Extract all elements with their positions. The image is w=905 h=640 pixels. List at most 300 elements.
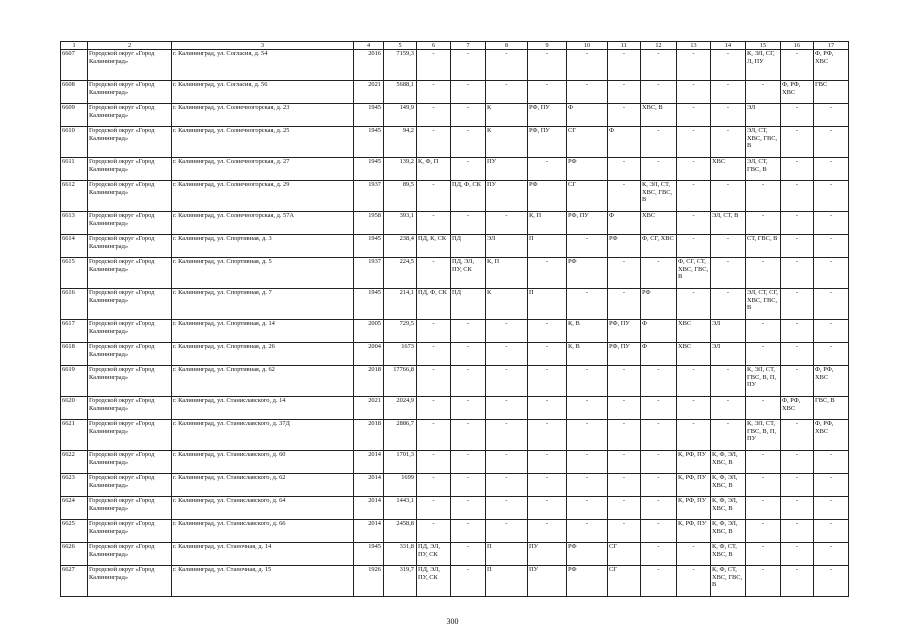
table-cell: г. Калининград, ул. Солнечногорская, д. 25: [172, 127, 354, 158]
table-cell: -: [814, 212, 849, 235]
table-row: [61, 81, 849, 104]
table-cell: 1926: [354, 566, 384, 597]
table-cell: -: [417, 420, 451, 451]
table-row: [61, 420, 849, 451]
table-cell: -: [417, 520, 451, 543]
table-cell: -: [567, 366, 608, 397]
table-cell: -: [486, 420, 528, 451]
table-cell: 1945: [354, 104, 384, 127]
table-cell: Городской округ «Город Калининград»: [88, 289, 172, 320]
table-cell: 6613: [61, 212, 88, 235]
column-number: 11: [608, 42, 641, 50]
table-cell: 2014: [354, 520, 384, 543]
table-cell: -: [567, 289, 608, 320]
table-cell: 6625: [61, 520, 88, 543]
table-cell: Городской округ «Город Калининград»: [88, 566, 172, 597]
table-cell: -: [746, 474, 781, 497]
table-cell: 214,1: [384, 289, 417, 320]
table-cell: РФ, ПУ: [608, 343, 641, 366]
table-cell: 1701,3: [384, 451, 417, 474]
table-cell: ЭЛ, СТ, СГ, ХВС, ГВС, В: [746, 289, 781, 320]
table-cell: ПД, ЭЛ, ПУ, СК: [451, 258, 486, 289]
table-cell: -: [641, 543, 677, 566]
column-number: 13: [677, 42, 711, 50]
table-cell: -: [608, 497, 641, 520]
table-cell: К, Ф, ЭЛ, ХВС, В: [711, 520, 746, 543]
table-cell: РФ: [641, 289, 677, 320]
table-cell: -: [486, 520, 528, 543]
table-cell: -: [781, 127, 814, 158]
table-cell: ПД: [451, 289, 486, 320]
table-cell: -: [567, 420, 608, 451]
table-row: [61, 289, 849, 320]
table-cell: -: [528, 451, 567, 474]
table-cell: 2014: [354, 474, 384, 497]
table-cell: -: [641, 420, 677, 451]
table-cell: -: [417, 181, 451, 212]
table-cell: Ф, СГ, СТ, ХВС, ГВС, В: [677, 258, 711, 289]
table-cell: Ф: [641, 343, 677, 366]
table-cell: СГ: [567, 181, 608, 212]
table-cell: Городской округ «Город Калининград»: [88, 235, 172, 258]
column-number: 15: [746, 42, 781, 50]
table-cell: К, Ф, СТ, ХВС, В: [711, 543, 746, 566]
table-cell: 6624: [61, 497, 88, 520]
column-number: 1: [61, 42, 88, 50]
table-cell: -: [417, 366, 451, 397]
table-cell: -: [608, 104, 641, 127]
table-cell: 6607: [61, 50, 88, 81]
table-cell: -: [567, 474, 608, 497]
table-cell: Городской округ «Город Калининград»: [88, 520, 172, 543]
table-cell: ЭЛ: [746, 104, 781, 127]
table-cell: -: [417, 212, 451, 235]
table-cell: РФ: [567, 258, 608, 289]
table-cell: г. Калининград, ул. Спортивная, д. 26: [172, 343, 354, 366]
table-cell: 331,8: [384, 543, 417, 566]
table-cell: 1945: [354, 235, 384, 258]
table-cell: -: [641, 497, 677, 520]
table-cell: -: [781, 497, 814, 520]
table-cell: -: [746, 320, 781, 343]
table-cell: -: [711, 181, 746, 212]
table-cell: -: [677, 158, 711, 181]
table-cell: 149,9: [384, 104, 417, 127]
table-cell: П: [528, 235, 567, 258]
table-cell: -: [781, 258, 814, 289]
column-number-row: [61, 42, 849, 50]
table-cell: К, ЭЛ, СТ, ГВС, В, П, ПУ: [746, 420, 781, 451]
table-cell: -: [451, 397, 486, 420]
table-cell: К, ЭЛ, СТ, ГВС, В, П, ПУ: [746, 366, 781, 397]
table-cell: Городской округ «Город Калининград»: [88, 451, 172, 474]
table-cell: Городской округ «Город Калининград»: [88, 343, 172, 366]
table-cell: 1673: [384, 343, 417, 366]
table-cell: РФ, ПУ: [608, 320, 641, 343]
table-cell: -: [711, 50, 746, 81]
table-row: [61, 474, 849, 497]
table-cell: РФ: [608, 235, 641, 258]
table-cell: П: [486, 566, 528, 597]
table-cell: -: [486, 366, 528, 397]
table-cell: К, ЭЛ, СТ, ХВС, ГВС, В: [641, 181, 677, 212]
table-cell: -: [641, 566, 677, 597]
table-cell: 6621: [61, 420, 88, 451]
table-cell: -: [746, 397, 781, 420]
table-cell: 1945: [354, 289, 384, 320]
table-cell: К, В: [567, 320, 608, 343]
table-cell: Городской округ «Город Калининград»: [88, 158, 172, 181]
table-cell: -: [781, 50, 814, 81]
table-cell: Городской округ «Город Калининград»: [88, 81, 172, 104]
table-cell: -: [528, 497, 567, 520]
table-cell: г. Калининград, ул. Станиславского, д. 66: [172, 520, 354, 543]
table-cell: -: [711, 104, 746, 127]
table-cell: Городской округ «Город Калининград»: [88, 258, 172, 289]
table-cell: -: [814, 235, 849, 258]
table-cell: -: [677, 81, 711, 104]
table-cell: Ф, РФ, ХВС: [814, 420, 849, 451]
table-cell: -: [814, 127, 849, 158]
table-cell: -: [781, 212, 814, 235]
table-cell: Ф: [608, 212, 641, 235]
table-cell: П: [486, 543, 528, 566]
table-cell: -: [641, 366, 677, 397]
table-cell: ПД: [451, 235, 486, 258]
table-cell: К: [486, 104, 528, 127]
table-cell: 2016: [354, 50, 384, 81]
table-cell: -: [608, 366, 641, 397]
table-cell: ПД, Ф, СК: [451, 181, 486, 212]
table-cell: -: [781, 543, 814, 566]
table-cell: ГВС, В: [814, 397, 849, 420]
table-cell: ЭЛ, СТ, ХВС, ГВС, В: [746, 127, 781, 158]
table-cell: -: [528, 474, 567, 497]
table-cell: 1945: [354, 543, 384, 566]
table-cell: -: [451, 127, 486, 158]
column-number: 4: [354, 42, 384, 50]
table-cell: Городской округ «Город Калининград»: [88, 474, 172, 497]
table-cell: -: [417, 127, 451, 158]
table-cell: ПУ: [486, 181, 528, 212]
table-cell: -: [814, 258, 849, 289]
table-cell: 6615: [61, 258, 88, 289]
table-cell: 6620: [61, 397, 88, 420]
table-cell: 89,5: [384, 181, 417, 212]
table-cell: -: [451, 497, 486, 520]
table-cell: К: [486, 127, 528, 158]
document-sheet: [60, 41, 849, 597]
table-cell: -: [641, 81, 677, 104]
table-cell: г. Калининград, ул. Станиславского, д. 64: [172, 497, 354, 520]
table-cell: -: [451, 474, 486, 497]
table-cell: Городской округ «Город Калининград»: [88, 181, 172, 212]
table-row: [61, 451, 849, 474]
table-cell: 2021: [354, 81, 384, 104]
table-cell: 6626: [61, 543, 88, 566]
table-cell: -: [528, 50, 567, 81]
column-number: 12: [641, 42, 677, 50]
table-row: [61, 397, 849, 420]
table-cell: Ф, РФ, ХВС: [814, 50, 849, 81]
table-cell: -: [677, 543, 711, 566]
table-cell: -: [486, 451, 528, 474]
table-cell: -: [641, 50, 677, 81]
table-cell: -: [608, 474, 641, 497]
table-cell: -: [486, 343, 528, 366]
table-cell: -: [677, 235, 711, 258]
table-cell: 2014: [354, 497, 384, 520]
table-cell: -: [781, 181, 814, 212]
table-cell: РФ: [567, 543, 608, 566]
table-cell: г. Калининград, ул. Станочная, д. 15: [172, 566, 354, 597]
table-cell: г. Калининград, ул. Солнечногорская, д. 27: [172, 158, 354, 181]
table-cell: ПУ: [486, 158, 528, 181]
table-cell: 6623: [61, 474, 88, 497]
table-cell: г. Калининград, ул. Спортивная, д. 7: [172, 289, 354, 320]
table-row: [61, 320, 849, 343]
table-cell: 6614: [61, 235, 88, 258]
table-cell: ПД, К, СК: [417, 235, 451, 258]
table-cell: Городской округ «Город Калининград»: [88, 497, 172, 520]
table-cell: 139,2: [384, 158, 417, 181]
table-cell: -: [641, 258, 677, 289]
column-number: 14: [711, 42, 746, 50]
table-cell: -: [711, 289, 746, 320]
column-number: 16: [781, 42, 814, 50]
table-cell: ХВС, В: [641, 104, 677, 127]
table-cell: -: [608, 451, 641, 474]
table-cell: -: [528, 420, 567, 451]
table-cell: г. Калининград, ул. Солнечногорская, д. 57А: [172, 212, 354, 235]
table-cell: -: [528, 366, 567, 397]
table-cell: г. Калининград, ул. Станиславского, д. 62: [172, 474, 354, 497]
table-cell: Городской округ «Город Калининград»: [88, 127, 172, 158]
table-cell: -: [608, 50, 641, 81]
table-cell: -: [486, 474, 528, 497]
table-cell: 6622: [61, 451, 88, 474]
table-cell: Ф, РФ, ХВС: [781, 397, 814, 420]
table-cell: -: [528, 343, 567, 366]
table-cell: РФ, ПУ: [528, 104, 567, 127]
table-cell: -: [608, 181, 641, 212]
table-cell: -: [677, 50, 711, 81]
table-row: [61, 566, 849, 597]
table-cell: -: [417, 451, 451, 474]
table-cell: -: [451, 81, 486, 104]
table-cell: ЭЛ, СТ, ГВС, В: [746, 158, 781, 181]
table-cell: -: [677, 289, 711, 320]
table-cell: -: [677, 366, 711, 397]
table-cell: г. Калининград, ул. Согласия, д. 56: [172, 81, 354, 104]
table-cell: 6608: [61, 81, 88, 104]
table-cell: РФ: [567, 158, 608, 181]
table-cell: -: [567, 235, 608, 258]
column-number: 3: [172, 42, 354, 50]
column-number: 8: [486, 42, 528, 50]
table-cell: -: [781, 420, 814, 451]
table-cell: -: [814, 543, 849, 566]
table-cell: 2005: [354, 320, 384, 343]
table-cell: 238,4: [384, 235, 417, 258]
table-row: [61, 366, 849, 397]
table-cell: 2004: [354, 343, 384, 366]
table-cell: -: [711, 258, 746, 289]
table-row: [61, 343, 849, 366]
table-cell: -: [608, 158, 641, 181]
table-cell: -: [567, 81, 608, 104]
table-cell: ЭЛ: [486, 235, 528, 258]
table-cell: 6616: [61, 289, 88, 320]
table-cell: РФ, ПУ: [567, 212, 608, 235]
table-cell: -: [567, 520, 608, 543]
table-cell: -: [677, 420, 711, 451]
table-cell: П: [528, 289, 567, 320]
table-cell: 6619: [61, 366, 88, 397]
table-cell: -: [486, 397, 528, 420]
table-cell: 393,1: [384, 212, 417, 235]
table-cell: СГ: [567, 127, 608, 158]
table-cell: -: [781, 566, 814, 597]
table-cell: 6627: [61, 566, 88, 597]
table-cell: -: [814, 451, 849, 474]
table-cell: ГВС: [814, 81, 849, 104]
table-cell: -: [451, 50, 486, 81]
table-cell: К, Ф, П: [417, 158, 451, 181]
table-cell: ПД, Ф, СК: [417, 289, 451, 320]
table-cell: -: [641, 127, 677, 158]
table-cell: -: [677, 566, 711, 597]
table-cell: К, Ф, ЭЛ, ХВС, В: [711, 497, 746, 520]
table-cell: К, РФ, ПУ: [677, 520, 711, 543]
table-cell: -: [528, 158, 567, 181]
table-row: [61, 543, 849, 566]
table-cell: -: [528, 81, 567, 104]
table-cell: -: [417, 104, 451, 127]
table-cell: 224,5: [384, 258, 417, 289]
table-cell: -: [677, 104, 711, 127]
table-cell: Ф, РФ, ХВС: [781, 81, 814, 104]
buildings-table: [60, 41, 849, 597]
table-cell: 1443,1: [384, 497, 417, 520]
table-cell: К: [486, 289, 528, 320]
table-cell: 729,5: [384, 320, 417, 343]
table-cell: К, В: [567, 343, 608, 366]
table-cell: -: [814, 104, 849, 127]
table-cell: Городской округ «Город Калининград»: [88, 212, 172, 235]
table-cell: -: [417, 81, 451, 104]
table-cell: -: [746, 212, 781, 235]
table-cell: 2024,9: [384, 397, 417, 420]
table-cell: Ф, СГ, ХВС: [641, 235, 677, 258]
table-cell: -: [528, 258, 567, 289]
table-cell: 2018: [354, 366, 384, 397]
table-cell: -: [486, 50, 528, 81]
page-number: 300: [446, 617, 459, 626]
table-cell: -: [677, 212, 711, 235]
table-cell: -: [417, 320, 451, 343]
table-cell: г. Калининград, ул. Станочная, д. 14: [172, 543, 354, 566]
table-cell: -: [781, 289, 814, 320]
table-cell: -: [641, 158, 677, 181]
table-row: [61, 520, 849, 543]
table-cell: -: [641, 520, 677, 543]
table-cell: Городской округ «Город Калининград»: [88, 397, 172, 420]
table-cell: -: [814, 158, 849, 181]
table-cell: -: [417, 343, 451, 366]
table-cell: -: [486, 320, 528, 343]
table-cell: ПД, ЭЛ, ПУ, СК: [417, 566, 451, 597]
table-cell: К, ЭЛ, СГ, Л, ПУ: [746, 50, 781, 81]
table-cell: -: [608, 520, 641, 543]
table-cell: -: [567, 497, 608, 520]
column-number: 9: [528, 42, 567, 50]
table-cell: 6617: [61, 320, 88, 343]
table-cell: -: [641, 451, 677, 474]
table-cell: 1937: [354, 181, 384, 212]
table-cell: 1945: [354, 127, 384, 158]
table-cell: ХВС: [641, 212, 677, 235]
table-cell: г. Калининград, ул. Спортивная, д. 3: [172, 235, 354, 258]
table-body: [61, 42, 849, 597]
table-cell: -: [486, 212, 528, 235]
table-cell: -: [711, 81, 746, 104]
table-cell: 1945: [354, 158, 384, 181]
table-cell: -: [814, 474, 849, 497]
table-cell: -: [528, 397, 567, 420]
table-cell: -: [746, 566, 781, 597]
table-cell: Городской округ «Город Калининград»: [88, 543, 172, 566]
table-row: [61, 104, 849, 127]
table-cell: Городской округ «Город Калининград»: [88, 50, 172, 81]
table-cell: -: [746, 451, 781, 474]
table-cell: -: [451, 320, 486, 343]
table-cell: -: [814, 320, 849, 343]
table-cell: -: [746, 258, 781, 289]
table-cell: 7159,3: [384, 50, 417, 81]
table-cell: ЭЛ, СТ, В: [711, 212, 746, 235]
column-number: 10: [567, 42, 608, 50]
column-number: 5: [384, 42, 417, 50]
table-cell: 2886,7: [384, 420, 417, 451]
table-cell: -: [746, 343, 781, 366]
table-cell: К, РФ, ПУ: [677, 474, 711, 497]
table-cell: 1937: [354, 258, 384, 289]
table-cell: ХВС: [677, 343, 711, 366]
table-cell: -: [781, 104, 814, 127]
table-cell: -: [814, 520, 849, 543]
table-row: [61, 235, 849, 258]
table-cell: -: [814, 343, 849, 366]
table-cell: -: [567, 451, 608, 474]
column-number: 17: [814, 42, 849, 50]
table-cell: -: [417, 397, 451, 420]
table-cell: ХВС: [677, 320, 711, 343]
table-cell: -: [711, 420, 746, 451]
table-cell: -: [781, 158, 814, 181]
table-cell: -: [608, 258, 641, 289]
table-cell: К, РФ, ПУ: [677, 497, 711, 520]
table-cell: 6611: [61, 158, 88, 181]
table-row: [61, 127, 849, 158]
table-row: [61, 212, 849, 235]
table-cell: СГ: [608, 566, 641, 597]
table-row: [61, 497, 849, 520]
table-cell: -: [781, 320, 814, 343]
table-cell: ЭЛ: [711, 320, 746, 343]
table-cell: Ф: [567, 104, 608, 127]
table-cell: -: [451, 566, 486, 597]
